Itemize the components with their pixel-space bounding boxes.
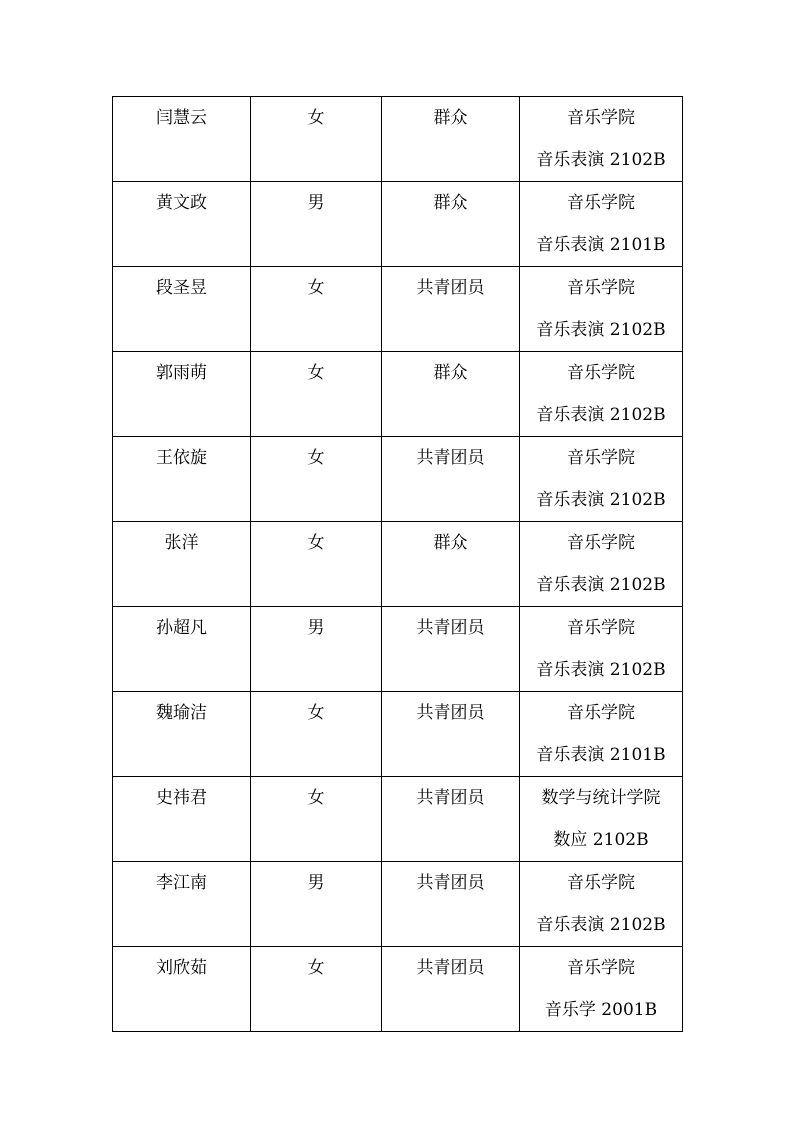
college-text: 音乐学院 [567, 278, 635, 298]
college-class-cell [520, 267, 683, 352]
name-cell [113, 352, 251, 437]
class-text: 音乐表演 2101B [536, 745, 666, 765]
political-status-cell [382, 777, 520, 862]
political-status-cell [382, 352, 520, 437]
gender-cell [251, 947, 382, 1032]
college-text: 音乐学院 [567, 958, 635, 978]
college-text: 音乐学院 [567, 363, 635, 383]
table-row [113, 267, 683, 352]
political-status-text: 共青团员 [416, 703, 485, 723]
college-class-cell [520, 97, 683, 182]
table-row [113, 862, 683, 947]
student-table-body [113, 97, 683, 1032]
gender-text: 女 [307, 788, 325, 808]
political-status-cell [382, 97, 520, 182]
college-class-cell [520, 352, 683, 437]
name-text: 段圣昱 [156, 278, 207, 298]
class-text: 音乐表演 2102B [536, 490, 666, 510]
class-text: 音乐表演 2102B [536, 915, 666, 935]
political-status-cell [382, 607, 520, 692]
political-status-text: 共青团员 [416, 958, 485, 978]
political-status-cell [382, 267, 520, 352]
gender-cell [251, 607, 382, 692]
name-text: 闫慧云 [156, 108, 207, 128]
political-status-cell [382, 182, 520, 267]
college-text: 音乐学院 [567, 873, 635, 893]
gender-text: 男 [307, 193, 325, 213]
political-status-cell [382, 692, 520, 777]
gender-text: 女 [307, 278, 325, 298]
gender-text: 女 [307, 533, 325, 553]
political-status-text: 共青团员 [416, 873, 485, 893]
name-cell [113, 777, 251, 862]
class-text: 音乐表演 2101B [536, 235, 666, 255]
table-row [113, 777, 683, 862]
gender-cell [251, 267, 382, 352]
class-text: 音乐学 2001B [544, 1000, 658, 1020]
gender-cell [251, 437, 382, 522]
college-class-cell [520, 182, 683, 267]
name-text: 郭雨萌 [156, 363, 207, 383]
college-class-cell [520, 947, 683, 1032]
gender-cell [251, 352, 382, 437]
gender-text: 女 [307, 958, 325, 978]
gender-text: 女 [307, 448, 325, 468]
gender-cell [251, 182, 382, 267]
political-status-text: 群众 [433, 363, 468, 383]
class-text: 音乐表演 2102B [536, 150, 666, 170]
political-status-text: 共青团员 [416, 788, 485, 808]
name-text: 史祎君 [156, 788, 207, 808]
gender-text: 女 [307, 108, 325, 128]
political-status-text: 群众 [433, 533, 468, 553]
table-row [113, 97, 683, 182]
name-text: 魏瑜洁 [156, 703, 207, 723]
table-row [113, 947, 683, 1032]
political-status-text: 共青团员 [416, 448, 485, 468]
name-cell [113, 947, 251, 1032]
gender-text: 女 [307, 363, 325, 383]
college-text: 音乐学院 [567, 448, 635, 468]
college-text: 音乐学院 [567, 703, 635, 723]
college-text: 音乐学院 [567, 533, 635, 553]
college-class-cell [520, 607, 683, 692]
table-row [113, 352, 683, 437]
gender-cell [251, 777, 382, 862]
political-status-text: 群众 [433, 193, 468, 213]
student-table [112, 96, 683, 1032]
class-text: 音乐表演 2102B [536, 405, 666, 425]
gender-cell [251, 97, 382, 182]
name-cell [113, 862, 251, 947]
name-cell [113, 692, 251, 777]
political-status-cell [382, 522, 520, 607]
name-text: 李江南 [156, 873, 207, 893]
college-text: 音乐学院 [567, 108, 635, 128]
name-text: 黄文政 [156, 193, 207, 213]
political-status-cell [382, 437, 520, 522]
name-cell [113, 607, 251, 692]
table-row [113, 692, 683, 777]
name-cell [113, 522, 251, 607]
college-text: 音乐学院 [567, 618, 635, 638]
political-status-cell [382, 947, 520, 1032]
class-text: 音乐表演 2102B [536, 320, 666, 340]
college-class-cell [520, 862, 683, 947]
gender-text: 男 [307, 618, 325, 638]
name-cell [113, 437, 251, 522]
name-cell [113, 182, 251, 267]
class-text: 数应 2102B [553, 830, 649, 850]
political-status-text: 共青团员 [416, 278, 485, 298]
gender-cell [251, 692, 382, 777]
name-text: 刘欣茹 [156, 958, 207, 978]
political-status-text: 群众 [433, 108, 468, 128]
college-text: 音乐学院 [567, 193, 635, 213]
table-row [113, 437, 683, 522]
name-text: 张洋 [164, 533, 199, 553]
table-row [113, 522, 683, 607]
college-text: 数学与统计学院 [541, 788, 661, 808]
college-class-cell [520, 437, 683, 522]
political-status-text: 共青团员 [416, 618, 485, 638]
gender-text: 男 [307, 873, 325, 893]
college-class-cell [520, 777, 683, 862]
table-row [113, 182, 683, 267]
table-row [113, 607, 683, 692]
political-status-cell [382, 862, 520, 947]
gender-cell [251, 522, 382, 607]
class-text: 音乐表演 2102B [536, 660, 666, 680]
college-class-cell [520, 692, 683, 777]
name-text: 孙超凡 [156, 618, 207, 638]
name-cell [113, 267, 251, 352]
class-text: 音乐表演 2102B [536, 575, 666, 595]
name-text: 王依旋 [156, 448, 207, 468]
gender-cell [251, 862, 382, 947]
name-cell [113, 97, 251, 182]
college-class-cell [520, 522, 683, 607]
gender-text: 女 [307, 703, 325, 723]
